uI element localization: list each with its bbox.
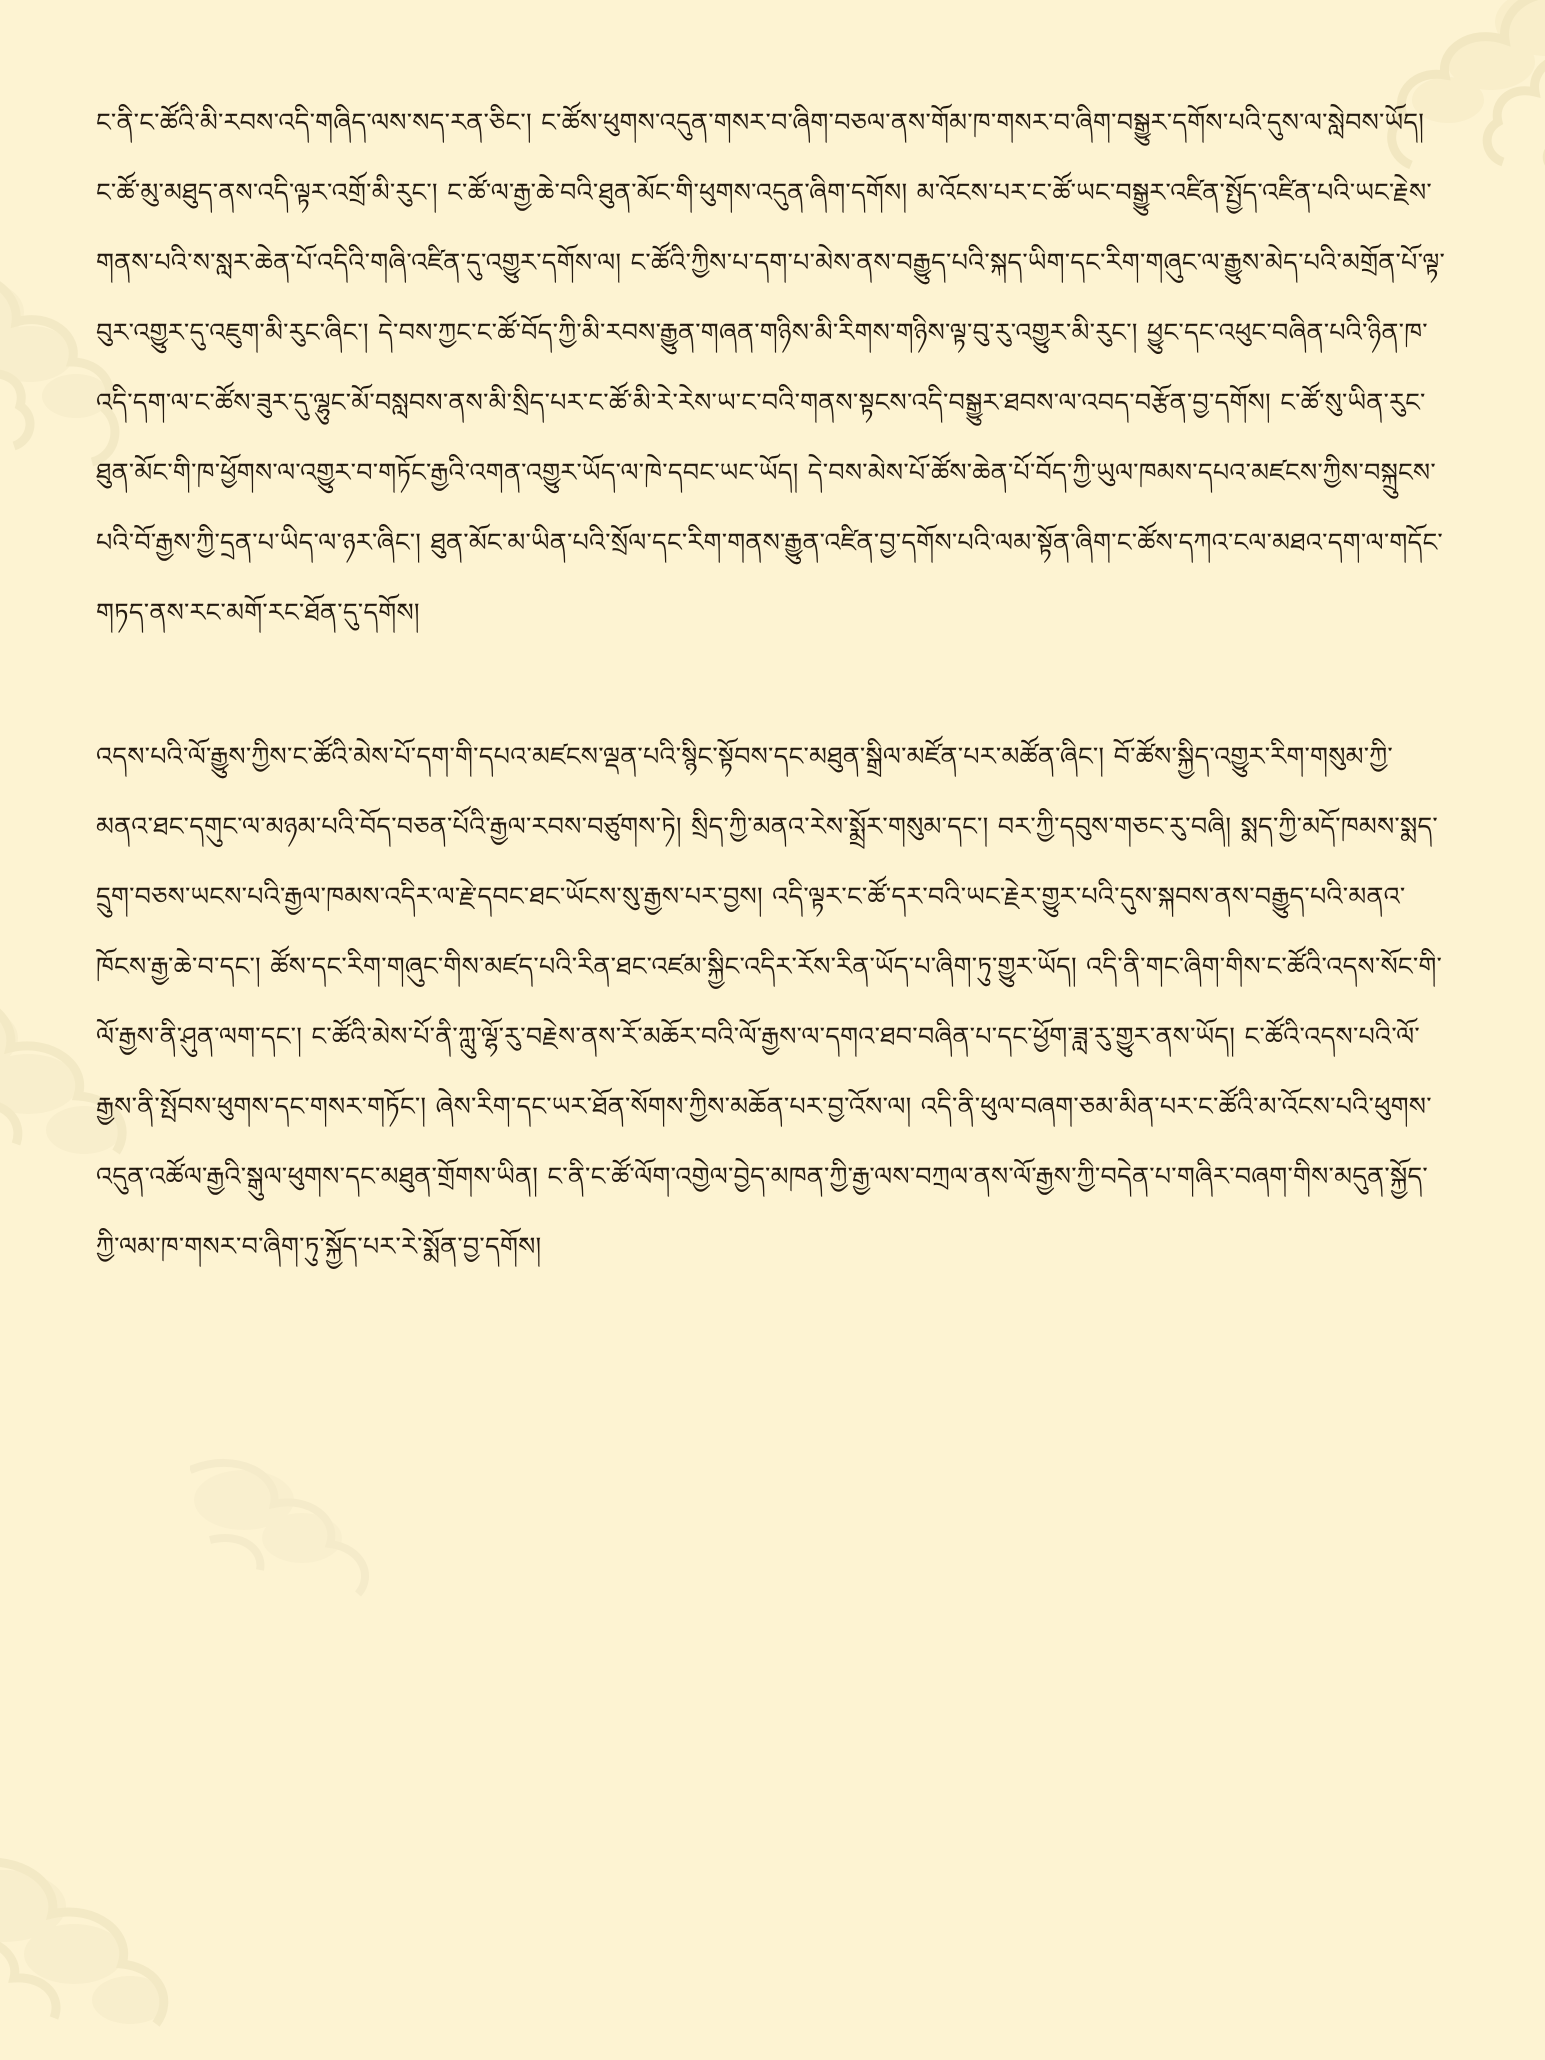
paragraph-1: ང་ནི་ང་ཚོའི་མི་རབས་འདི་གཞིད་ལས་སད་རན་ཅིང་། ང་ཚོས་ཕུགས་འདུན་གསར་བ་ཞིག་བཅལ་ནས་གོམ་ཁ་གསར་བ་ཞིག་བསྒྱུར་དགོས་པའི་དུས་ལ་སླེབས་ཡོད། ང་ཚོ་མུ་མཐུད་ནས་འདི་ལྟར་འགྲོ་མི་རུང་། ང་ཚོ་ལ་རྒྱ་ཆེ་བའི་ཐུན་མོང་གི་ཕུགས་འདུན་ཞིག་དགོས། མ་འོངས་པར་ང་ཚོ་ཡང་བསྒྱུར་འཛིན་སྤྱོད་འཛིན་པའི་ཡང་རྗེས་གནས་པའི་ས་སླར་ཆེན་པོ་འདིའི་གཞི་འཛིན་དུ་འགྱུར་དགོས་ལ། ང་ཚོའི་ཀྱིས་པ་དག་པ་མེས་ནས་བརྒྱུད་པའི་སྐད་ཡིག་དང་རིག་གཞུང་ལ་རྒྱུས་མེད་པའི་མགྲོན་པོ་ལྟ་བུར་འགྱུར་དུ་འཇུག་མི་རུང་ཞིང་། དེ་བས་ཀྱང་ང་ཚོ་བོད་ཀྱི་མི་རབས་རྒྱུན་གཞན་གཉིས་མི་རིགས་གཉིས་ལྟ་བུ་རུ་འགྱུར་མི་རུང་། ཕྱུང་དང་འཕུང་བཞིན་པའི་ཉིན་ཁ་འདི་དག་ལ་ང་ཚོས་ཟུར་དུ་ལྷུང་མོ་བསླབས་ནས་མི་སྲིད་པར་ང་ཚོ་མི་རེ་རེས་ཡ་ང་བའི་གནས་སྟངས་འདི་བསྒྱུར་ཐབས་ལ་འབད་བརྩོན་བྱ་དགོས། ང་ཚོ་སུ་ཡིན་རུང་ཐུན་མོང་གི་ཁ་ཕྱོགས་ལ་འགྱུར་བ་གཏོང་རྒྱའི་འགན་འགྱུར་ཡོད་ལ་ཁེ་དབང་ཡང་ཡོད། དེ་བས་མེས་པོ་ཚོས་ཆེན་པོ་བོད་ཀྱི་ཡུལ་ཁམས་དཔའ་མཛངས་ཀྱིས་བསྐྲུངས་པའི་བོ་རྒྱས་ཀྱི་དྲན་པ་ཡིད་ལ་ཉར་ཞིང་། ཐུན་མོང་མ་ཡིན་པའི་སྲོལ་དང་རིག་གནས་རྒྱུན་འཛིན་བྱ་དགོས་པའི་ལམ་སྟོན་ཞིག་ང་ཚོས་དཀའ་ངལ་མཐའ་དག་ལ་གདོང་གཏད་ནས་རང་མགོ་རང་ཐོན་དུ་དགོས།	[96, 107, 1446, 628]
paragraph-2: འདས་པའི་ལོ་རྒྱུས་ཀྱིས་ང་ཚོའི་མེས་པོ་དག་གི་དཔའ་མཛངས་ལྡན་པའི་སྙིང་སྟོབས་དང་མཐུན་སྒྲིལ་མཛོན་པར་མཚོན་ཞིང་། བོ་ཚོས་སྐྱིད་འགྱུར་རིག་གསུམ་ཀྱི་མནའ་ཐང་དགུང་ལ་མཉམ་པའི་བོད་བཅན་པོའི་རྒྱལ་རབས་བཙུགས་ཏེ། སྲིད་ཀྱི་མནའ་རེས་སྨྲོར་གསུམ་དང་། བར་ཀྱི་དབུས་གཅང་རུ་བཞི། སྨད་ཀྱི་མདོ་ཁམས་སྨད་དྲུག་བཅས་ཡངས་པའི་རྒྱལ་ཁམས་འདིར་ལ་རྗེ་དབང་ཐང་ཡོངས་སུ་རྒྱས་པར་བྱས། འདི་ལྟར་ང་ཚོ་དར་བའི་ཡང་རྗེར་གྱུར་པའི་དུས་སྐབས་ནས་བརྒྱུད་པའི་མནའ་ཁོངས་རྒྱ་ཆེ་བ་དང་། ཚོས་དང་རིག་གཞུང་གིས་མཛད་པའི་རིན་ཐང་འཛམ་སྐྱིང་འདིར་རོས་རིན་ཡོད་པ་ཞིག་ཏུ་གྱུར་ཡོད། འདི་ནི་གང་ཞིག་གིས་ང་ཚོའི་འདས་སོང་གི་ལོ་རྒྱས་ནི་ཤུན་ལག་དང་། ང་ཚོའི་མེས་པོ་ནི་ཀླུ་ལྷོ་རུ་བརྗེས་ནས་རོ་མཆོར་བའི་ལོ་རྒྱས་ལ་དགའ་ཐབ་བཞིན་པ་དང་ཕྱོག་ཟླ་རུ་གྱུར་ནས་ཡོད། ང་ཚོའི་འདས་པའི་ལོ་རྒྱས་ནི་སྤོབས་ཕུགས་དང་གསར་གཏོང་། ཞེས་རིག་དང་ཡར་ཐོན་སོགས་ཀྱིས་མཆོན་པར་བྱ་འོས་ལ། འདི་ནི་ཕུལ་བཞག་ཅམ་མིན་པར་ང་ཚོའི་མ་འོངས་པའི་ཕུགས་འདུན་འཚོལ་རྒྱའི་སྒུལ་ཕུགས་དང་མཐུན་གྲོགས་ཡིན། ང་ནི་ང་ཚོ་ལོག་འགྱེལ་བྱེད་མཁན་ཀྱི་རྒྱ་ལས་བཀྲལ་ནས་ལོ་རྒྱས་ཀྱི་བདེན་པ་གཞིར་བཞག་གིས་མདུན་སྐྱོད་ཀྱི་ལམ་ཁ་གསར་བ་ཞིག་ཏུ་སྐྱོད་པར་རེ་སྨོན་བྱ་དགོས།	[96, 741, 1443, 1262]
